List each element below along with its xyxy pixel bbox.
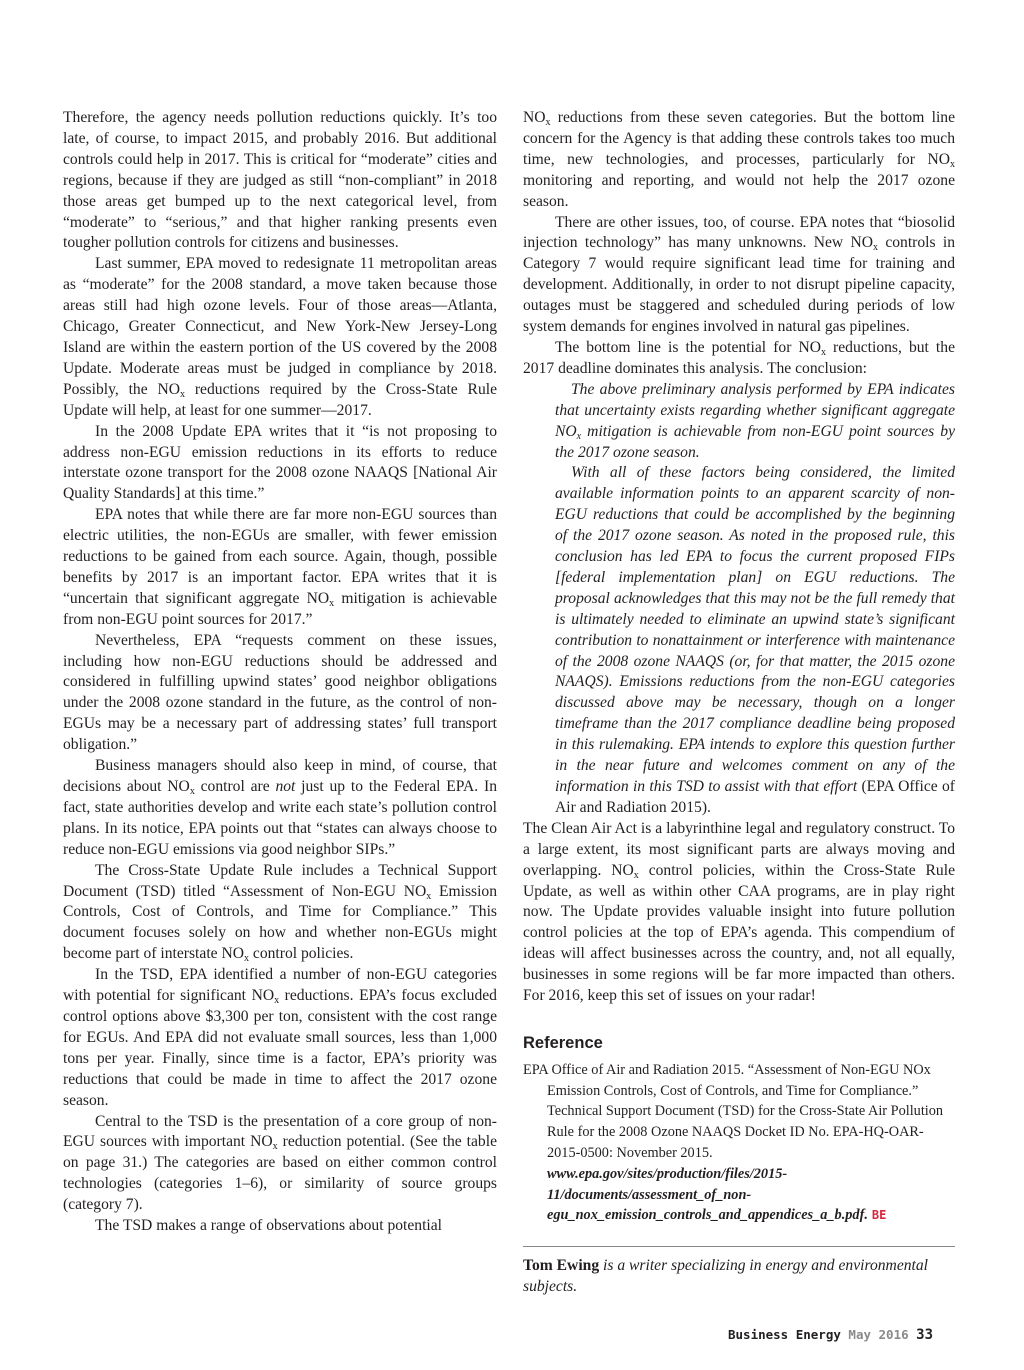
reference-heading: Reference — [523, 1033, 603, 1052]
paragraph: In the 2008 Update EPA writes that it “is not proposing to address non-EGU emission reductions in its efforts to reduce interstate ozone transport for the 2008 ozone NAAQS [National Air Quality Standards] at this time.” — [63, 422, 497, 503]
paragraph: The TSD makes a range of observations about potential — [95, 1217, 443, 1235]
magazine-name: Business Energy — [728, 1327, 841, 1342]
author-name: Tom Ewing — [523, 1257, 600, 1275]
paragraph: The bottom line is the potential for $NO_x$ reductions, but the 2017 deadline dominates this analysis. The conclusion: — [523, 338, 955, 377]
author-bio: Tom Ewing is a writer specializing in energy and environmental subjects. — [523, 1257, 928, 1296]
paragraph: Last summer, EPA moved to redesignate 11 metropolitan areas as “moderate” for the 2008 standard, a move taken because those areas still had high ozone levels. Four of those areas—Atlanta, Chicago, Greater Connecticut, and New York-New Jersey-Long Island are within the eastern portion of the US covered by the 2008 Update. Moderate areas must be judged in compliance by 2018. Possibly, the $NO_x$ reductions required by the Cross-State Rule Update will help, at least for one summer—2017. — [63, 255, 497, 419]
issue-date: May 2016 — [848, 1327, 909, 1342]
right-column — [523, 108, 955, 1297]
paragraph: Nevertheless, EPA “requests comment on these issues, including how non-EGU reductions should be addressed and considered in fulfilling upwind states’ good neighbor obligations under the 2008 ozone standard in the future, as the control of non-EGUs may be a necessary part of addressing states’ full transport obligation.” — [63, 631, 497, 754]
paragraph: Business managers should also keep in mind, of course, that decisions about $NO_x$ control are not just up to the Federal EPA. In fact, state authorities develop and write each state’s pollution control plans. In its notice, EPA points out that “states can always choose to reduce non-EGU emissions via good neighbor SIPs.” — [63, 757, 497, 858]
reference-entry: EPA Office of Air and Radiation 2015. “Assessment of Non-EGU NOx Emission Controls, Cost of Controls, and Time for Compliance.” Technical Support Document (TSD) for the Cross-State Air Pollution Rule for the 2008 Ozone NAAQS Docket ID No. EPA-HQ-OAR-2015-0500: November 2015. www.epa.gov/sites/production/files/2015-11/documents/assessment_of_non-egu_nox_emission_controls_and_appendices_a_b.pdf. BE — [523, 1061, 944, 1224]
reference-url[interactable]: www.epa.gov/sites/production/files/2015-11/documents/assessment_of_non-egu_nox_emission_controls_and_appendices_a_b.pdf. — [547, 1165, 868, 1224]
quote-paragraph: The above preliminary analysis performed by EPA indicates that uncertainty exists regarding whether significant aggregate $NO_x$ mitigation is achievable from non-EGU point sources by the 2017 ozone season. — [555, 380, 955, 461]
left-column — [63, 108, 497, 1237]
end-mark: BE — [871, 1208, 887, 1223]
paragraph: Therefore, the agency needs pollution reductions quickly. It’s too late, of course, to impact 2015, and probably 2016. But additional controls could help in 2017. This is critical for “moderate” cities and regions, because if they are judged as still “non-compliant” in 2018 those areas get bumped up to the next categorical level, from “moderate” to “serious,” and that higher ranking presents even tougher pollution controls for citizens and businesses. — [63, 109, 497, 252]
divider — [523, 1246, 955, 1247]
quote-citation: (EPA Office of Air and Radiation 2015). — [555, 778, 955, 816]
block-quote — [555, 380, 955, 819]
paragraph: Central to the TSD is the presentation of a core group of non-EGU sources with important $NO_x$ reduction potential. (See the table on page 31.) The categories are based on either common control technologies (categories 1–6), or similarity of source groups (category 7). — [63, 1112, 497, 1214]
page-footer — [728, 1327, 962, 1343]
paragraph: The Cross-State Update Rule includes a Technical Support Document (TSD) titled “Assessment of Non-EGU $NO_x$ Emission Controls, Cost of Controls, and Time for Compliance.” This document focuses solely on how and whether non-EGUs might become part of interstate $NO_x$ control policies. — [63, 861, 498, 965]
paragraph: In the TSD, EPA identified a number of non-EGU categories with potential for significant $NO_x$ reductions. EPA’s focus excluded control options above $3,300 per ton, consistent with the cost range for EGUs. And EPA did not evaluate small sources, less than 1,000 tons per year. Finally, since time is a factor, EPA’s priority was reductions that could be made in time to affect the 2017 ozone season. — [63, 966, 497, 1109]
paragraph: The Clean Air Act is a labyrinthine legal and regulatory construct. To a large extent, its most significant parts are always moving and overlapping. $NO_x$ control policies, within the Cross-State Rule Update, as well as within other CAA programs, are in play right now. The Update provides valuable insight into future pollution control policies at the top of EPA’s agenda. This compendium of ideas will affect businesses across the country, and, not all equally, businesses in some regions will be far more impacted than others. For 2016, keep this set of issues on your radar! — [523, 819, 955, 1005]
page-number: 33 — [916, 1327, 934, 1343]
paragraph: EPA notes that while there are far more non-EGU sources than electric utilities, the non-EGUs are smaller, with fewer emission reductions to be gained from each source. Again, though, possible benefits by 2017 is an important factor. EPA writes that it is “uncertain that significant aggregate $NO_x$ mitigation is achievable from non-EGU point sources for 2017.” — [63, 506, 497, 628]
paragraph: There are other issues, too, of course. EPA notes that “biosolid injection technology” has many unknowns. New $NO_x$ controls in Category 7 would require significant lead time for training and development. Additionally, in order to not disrupt pipeline capacity, outages must be staggered and scheduled during periods of low system demands for engines involved in natural gas pipelines. — [523, 213, 955, 336]
quote-paragraph: With all of these factors being considered, the limited available information points to an apparent scarcity of non-EGU reductions that could be accomplished by the beginning of the 2017 ozone season. As noted in the proposed rule, this conclusion has led EPA to focus the current proposed FIPs [federal implementation plan] on EGU reductions. The proposal acknowledges that this may not be the full remedy that is ultimately needed to eliminate an upwind state’s significant contribution to nonattainment or interference with maintenance of the 2008 ozone NAAQS (or, for that matter, the 2015 ozone NAAQS). Emissions reductions from the non-EGU categories discussed above may be necessary, though on a longer timeframe than the 2017 compliance deadline being proposed in this rulemaking. EPA intends to explore this question further in the near future and welcomes comment on any of the information in this TSD to assist with that effort (EPA Office of Air and Radiation 2015). — [555, 464, 955, 816]
paragraph: $NO_x$ reductions from these seven categories. But the bottom line concern for the Agency is that adding these controls takes too much time, new technologies, and processes, particularly for $NO_x$ monitoring and reporting, and would not help the 2017 ozone season. — [523, 109, 955, 210]
